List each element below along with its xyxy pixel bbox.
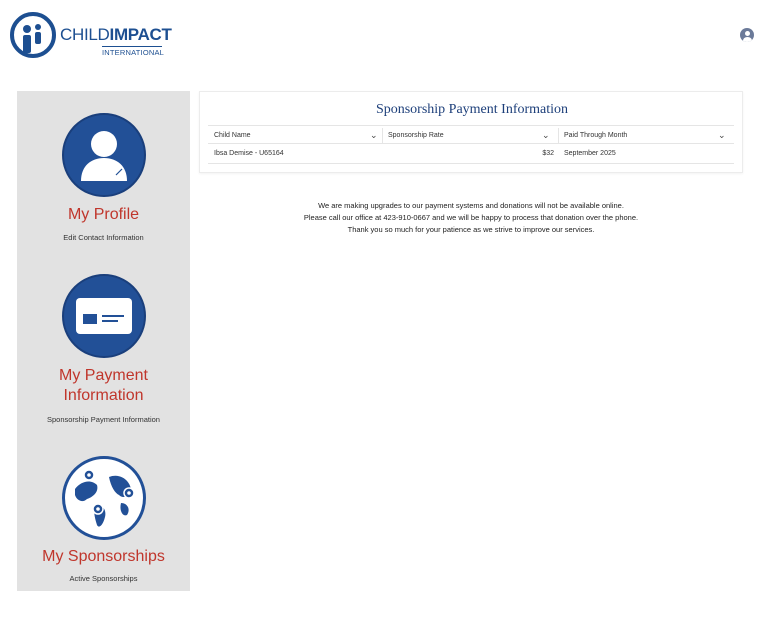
cell-sponsorship-rate: $32 — [542, 150, 554, 157]
sidebar-item-title: My Payment Information — [59, 367, 148, 404]
sidebar-item-subtitle: Edit Contact Information — [63, 233, 144, 242]
logo-mark-icon — [10, 12, 56, 58]
notice-line: We are making upgrades to our payment systems and donations will not be available online. — [318, 201, 624, 210]
notice-line: Please call our office at 423-910-0667 and we will be happy to process that donation over the phone. — [303, 213, 639, 222]
panel-title: Sponsorship Payment Information — [375, 102, 569, 117]
user-account-icon[interactable] — [740, 28, 754, 42]
table-header — [208, 125, 734, 144]
column-header-child-name[interactable]: Child Name ⌄ — [214, 126, 380, 145]
profile-icon — [62, 113, 146, 197]
cell-paid-through-month: September 2025 — [564, 150, 616, 157]
column-header-paid-through-month[interactable]: Paid Through Month ⌄ — [564, 126, 730, 145]
logo-subtitle: INTERNATIONAL — [102, 48, 165, 57]
notice-line: Thank you so much for your patience as we strive to improve our services. — [347, 225, 595, 234]
sidebar-item-title: My Profile — [67, 206, 140, 223]
sidebar-item-title: My Sponsorships — [42, 548, 165, 565]
chevron-down-icon: ⌄ — [718, 130, 726, 140]
chevron-down-icon: ⌄ — [370, 130, 378, 140]
sidebar-item-subtitle: Sponsorship Payment Information — [47, 415, 160, 424]
payment-table — [208, 125, 734, 164]
sponsorship-payment-panel — [199, 91, 743, 173]
cell-child-name: Ibsa Demise - U65164 — [214, 150, 284, 157]
column-header-sponsorship-rate[interactable]: Sponsorship Rate ⌄ — [388, 126, 554, 145]
payment-notice — [199, 200, 743, 236]
sidebar-item-my-profile[interactable] — [17, 113, 190, 243]
credit-card-icon — [62, 274, 146, 358]
sidebar-item-subtitle: Active Sponsorships — [69, 574, 138, 583]
sidebar-item-my-payment-information[interactable] — [17, 274, 190, 424]
table-row — [208, 144, 734, 164]
logo-text: CHILDIMPACT — [60, 25, 172, 44]
child-impact-logo[interactable] — [10, 12, 170, 60]
globe-pins-icon — [62, 456, 146, 540]
sidebar-item-my-sponsorships[interactable] — [17, 456, 190, 586]
chevron-down-icon: ⌄ — [542, 130, 550, 140]
sidebar-nav — [17, 91, 190, 591]
